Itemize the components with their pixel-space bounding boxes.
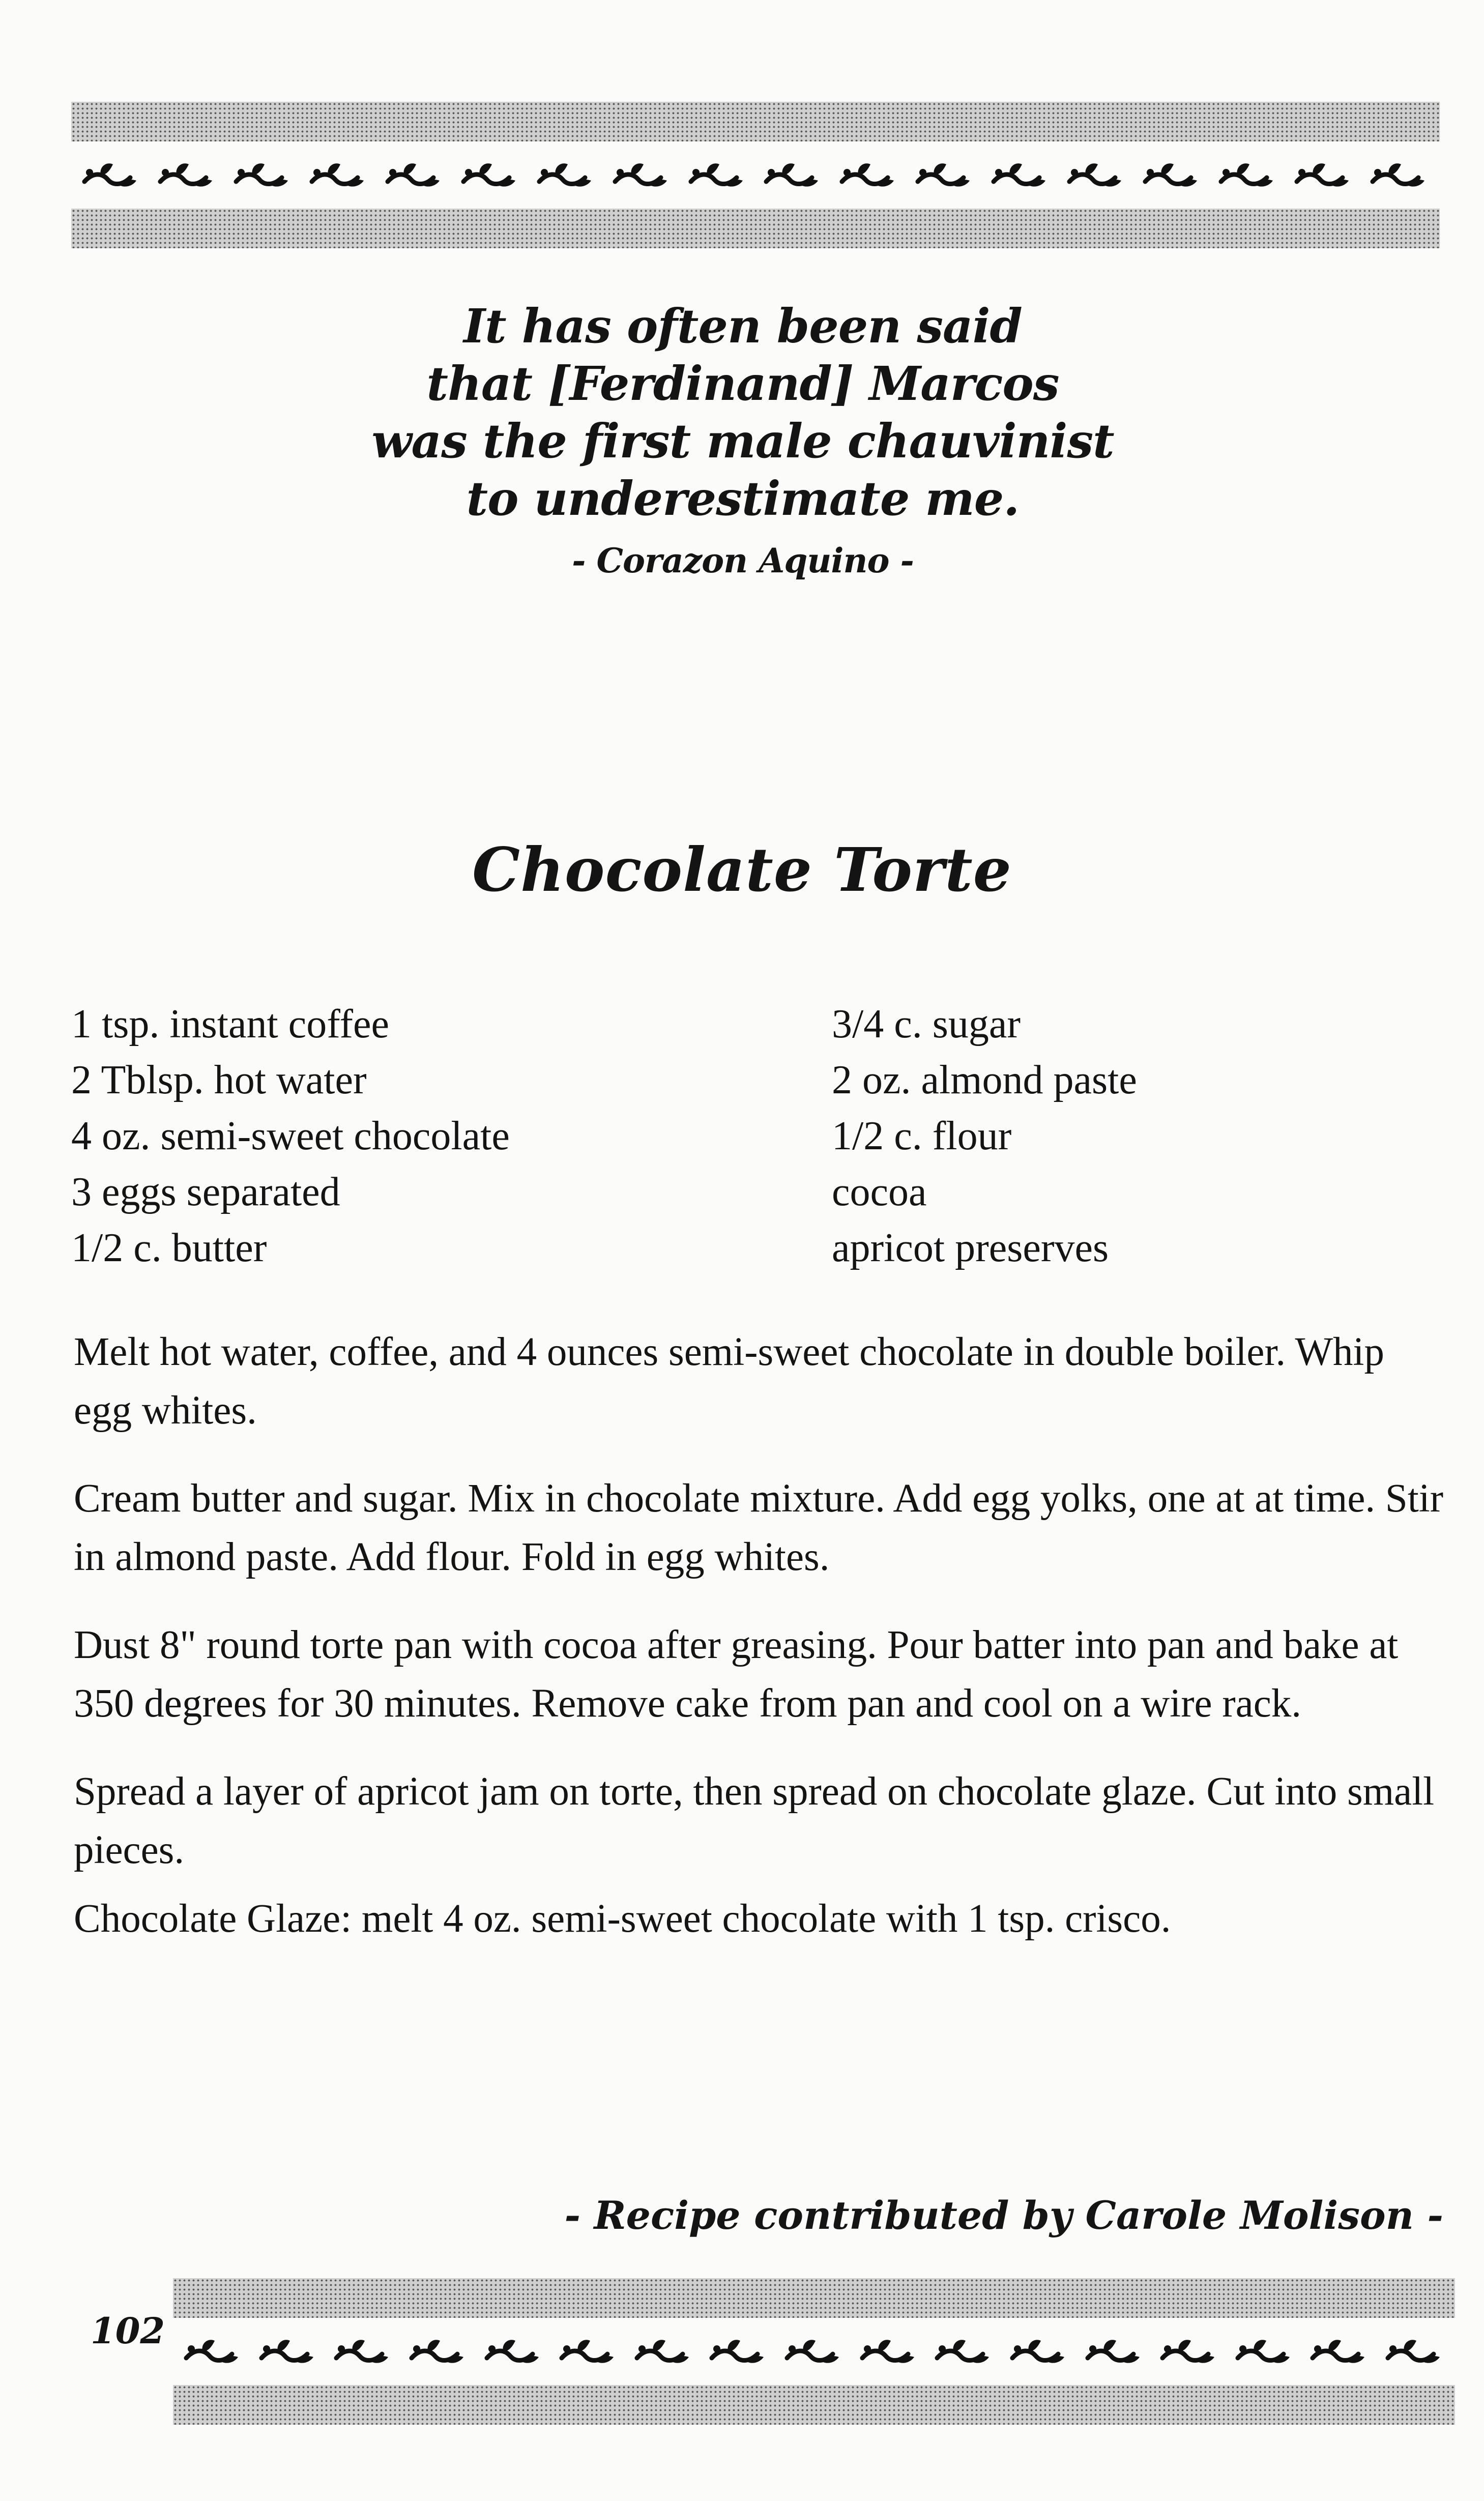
- vine-leaf-icon: [991, 157, 1051, 193]
- vine-leaf-icon: [915, 157, 975, 193]
- vine-leaf-icon: [634, 2334, 694, 2369]
- vine-leaf-icon: [460, 157, 520, 193]
- ingredient-item: apricot preserves: [832, 1226, 1109, 1270]
- vine-leaf-icon: [157, 157, 217, 193]
- recipe-title: Chocolate Torte: [472, 834, 1012, 905]
- quote-attribution: - Corazon Aquino -: [572, 541, 914, 580]
- ingredient-item: 1 tsp. instant coffee: [71, 1002, 390, 1046]
- vine-leaf-icon: [1385, 2334, 1445, 2369]
- vine-leaf-icon: [385, 157, 445, 193]
- vine-leaf-icon: [784, 2334, 844, 2369]
- vine-leaf-icon: [333, 2334, 393, 2369]
- instruction-step: Cream butter and sugar. Mix in chocolate mixture. Add egg yolks, one at at time. Stir in almond paste. Add flour. Fold in egg whites.: [74, 1476, 1444, 1579]
- ingredients-right-column: [832, 996, 1137, 1276]
- vine-leaf-icon: [934, 2334, 994, 2369]
- ingredient-item: 1/2 c. butter: [71, 1226, 267, 1270]
- vine-leaf-icon: [709, 2334, 769, 2369]
- ingredient-item: cocoa: [832, 1170, 927, 1214]
- page-number: 102: [91, 2310, 165, 2352]
- quote-block: [326, 298, 1160, 594]
- vine-leaf-icon: [1009, 2334, 1069, 2369]
- vine-leaf-icon: [559, 2334, 619, 2369]
- vine-leaf-icon: [1218, 157, 1278, 193]
- ingredient-item: 2 oz. almond paste: [832, 1058, 1137, 1102]
- vine-leaf-icon: [183, 2334, 243, 2369]
- quote-line: that [Ferdinand] Marcos: [426, 356, 1059, 411]
- vine-leaf-icon: [258, 2334, 318, 2369]
- vine-leaf-icon: [1370, 157, 1430, 193]
- vine-leaf-icon: [1142, 157, 1202, 193]
- vine-leaf-icon: [763, 157, 823, 193]
- vine-leaf-icon: [1310, 2334, 1370, 2369]
- ingredient-item: 2 Tblsp. hot water: [71, 1058, 367, 1102]
- ingredient-item: 3 eggs separated: [71, 1170, 340, 1214]
- halftone-stripe: [173, 2278, 1455, 2318]
- recipe-instructions: [74, 1323, 1447, 1977]
- vine-leaf-icon: [1066, 157, 1126, 193]
- glaze-note: Chocolate Glaze: melt 4 oz. semi-sweet chocolate with 1 tsp. crisco.: [74, 1897, 1171, 1941]
- ingredient-item: 1/2 c. flour: [832, 1114, 1012, 1158]
- ingredient-item: 3/4 c. sugar: [832, 1002, 1021, 1046]
- vine-leaf-icon: [839, 157, 899, 193]
- vine-leaf-icon: [1235, 2334, 1295, 2369]
- quote-line: was the first male chauvinist: [371, 414, 1114, 469]
- vine-leaf-icon: [81, 157, 141, 193]
- ingredient-item: 4 oz. semi-sweet chocolate: [71, 1114, 510, 1158]
- quote-line: to underestimate me.: [466, 471, 1020, 526]
- instruction-step: Dust 8" round torte pan with cocoa after greasing. Pour batter into pan and bake at 350 degrees for 30 minutes. Remove cake from pan and cool on a wire rack.: [74, 1623, 1399, 1726]
- vine-leaf-icon: [309, 157, 369, 193]
- vine-leaf-icon: [536, 157, 596, 193]
- decorative-border-top: [71, 102, 1440, 248]
- vine-leaf-icon: [233, 157, 293, 193]
- vine-leaf-icon: [1159, 2334, 1219, 2369]
- vine-leaf-icon: [612, 157, 672, 193]
- halftone-stripe: [71, 102, 1440, 141]
- vine-ornament-row: [173, 2318, 1455, 2385]
- vine-leaf-icon: [1294, 157, 1354, 193]
- ingredients-left-column: [71, 996, 510, 1276]
- vine-leaf-icon: [688, 157, 748, 193]
- vine-leaf-icon: [484, 2334, 544, 2369]
- quote-line: It has often been said: [463, 299, 1022, 354]
- halftone-stripe: [173, 2385, 1455, 2425]
- halftone-stripe: [71, 209, 1440, 248]
- instruction-step: Melt hot water, coffee, and 4 ounces semi-sweet chocolate in double boiler. Whip egg whites.: [74, 1330, 1384, 1433]
- recipe-credit: - Recipe contributed by Carole Molison -: [564, 2193, 1443, 2238]
- vine-ornament-row: [71, 141, 1440, 209]
- vine-leaf-icon: [859, 2334, 919, 2369]
- instruction-step: Spread a layer of apricot jam on torte, then spread on chocolate glaze. Cut into small pieces.: [74, 1769, 1435, 1872]
- vine-leaf-icon: [409, 2334, 469, 2369]
- vine-leaf-icon: [1085, 2334, 1145, 2369]
- decorative-border-bottom: [173, 2278, 1455, 2425]
